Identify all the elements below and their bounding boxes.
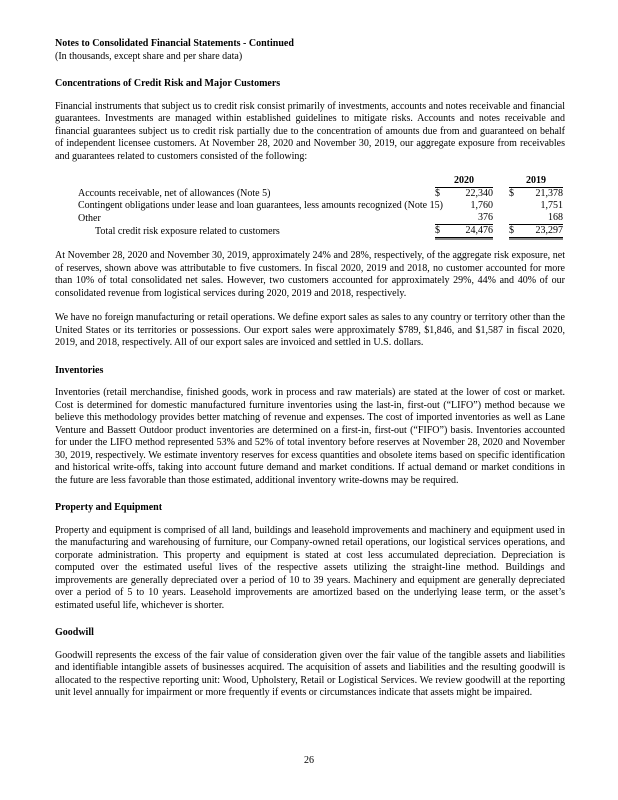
table-row-other [78, 212, 563, 225]
value-2019: 21,378 [535, 188, 563, 199]
section-heading-goodwill: Goodwill [55, 627, 94, 638]
column-header-2019: 2019 [509, 175, 563, 188]
section-heading-inventories: Inventories [55, 364, 104, 376]
table-column-gap [493, 188, 509, 201]
value-2020: 376 [448, 212, 493, 225]
document-header [55, 38, 565, 63]
credit-risk-paragraph-2: At November 28, 2020 and November 30, 2019, approximately 24% and 28%, respectively, of the aggregate risk exposure, net of reserves, shown above was attributable to five customers. In fiscal 2020, 2019 and 2018, no customer accounted for more than 10% of total consolidated net sales. However, two customers accounted for approximately 29%, 44% and 40% of our consolidated revenue from logistical services during 2020, 2019 and 2018, respectively. [55, 250, 565, 299]
page-number: 26 [304, 754, 314, 766]
inventories-paragraph: Inventories (retail merchandise, finished goods, work in process and raw materials) are stated at the lower of cost or market. Cost is determined for domestic manufactured furniture inventories using the last-in, first-out (“LIFO”) method because we believe this methodology provides better matching of revenue and expenses. The cost of imported inventories as well as Lane Venture and Bassett Outdoor product inventories are determined on a first-in, first-out (“FIFO”) basis. Inventories accounted for under the LIFO method represented 53% and 52% of total inventory before reserves at November 28, 2020 and November 30, 2019, respectively. We estimate inventory reserves for excess quantities and obsolete items based on specific identification and historical write-offs, taking into account future demand and market conditions. If actual demand or market conditions in the future are less favorable than those estimated, additional inventory write-downs may be required. [55, 387, 565, 486]
value-2019: 168 [522, 212, 563, 225]
document-title: Notes to Consolidated Financial Statements - Continued [55, 38, 294, 49]
currency-symbol: $ [435, 188, 440, 199]
table-header-spacer [78, 175, 435, 188]
row-label: Contingent obligations under lease and loan guarantees, less amounts recognized (Note 15) [78, 200, 443, 211]
total-row-label: Total credit risk exposure related to customers [95, 225, 280, 237]
table-column-gap [493, 225, 509, 238]
column-header-2020: 2020 [435, 175, 493, 188]
value-2019: 1,751 [540, 200, 563, 211]
section-heading-credit-risk: Concentrations of Credit Risk and Major Customers [55, 78, 281, 89]
goodwill-paragraph: Goodwill represents the excess of the fair value of consideration given over the fair value of the tangible assets and liabilities and identifiable intangible assets of businesses acquired. The acquisition of assets and liabilities and the resulting goodwill is allocated to the respective reporting unit: Wood, Upholstery, Retail or Logistical Services. We review goodwill at the reporting unit level annually for impairment or more frequently if events or circumstances indicate that assets might be impaired. [55, 649, 565, 698]
row-label: Accounts receivable, net of allowances (Note 5) [78, 188, 271, 199]
currency-symbol: $ [509, 188, 514, 199]
table-row-contingent-obligations [78, 200, 563, 212]
total-value-2019: 23,297 [522, 225, 563, 238]
value-2020: 22,340 [465, 188, 493, 199]
currency-symbol: $ [435, 225, 448, 238]
property-equipment-paragraph: Property and equipment is comprised of all land, buildings and leasehold improvements and machinery and equipment used in the manufacturing and warehousing of furniture, our Company-owned retail operations, our logistical services operations, and corporate administration. This property and equipment is stated at cost less accumulated depreciation. Depreciation is computed over the estimated useful lives of the respective assets utilizing the straight-line method. Buildings and improvements are generally depreciated over a period of 10 to 39 years. Machinery and equipment are generally depreciated over a period of 5 to 10 years. Leasehold improvements are amortized based on the underlying lease term, or the asset’s estimated useful life, whichever is shorter. [55, 524, 565, 611]
document-subtitle: (In thousands, except share and per share data) [55, 50, 243, 62]
total-value-2020: 24,476 [448, 225, 493, 238]
credit-risk-paragraph-1: Financial instruments that subject us to credit risk consist primarily of investments, accounts and notes receivable and financial guarantees. Investments are managed within established guidelines to mitigate risks. Accounts and notes receivable and financial guarantees subject us to credit risk partially due to the concentration of amounts due from and guaranteed on behalf of independent licensee customers. At November 28, 2020 and November 30, 2019, our aggregate exposure from receivables and guarantees related to customers consisted of the following: [55, 100, 565, 162]
table-header-row [78, 175, 563, 188]
double-rule-2020 [435, 238, 493, 240]
currency-symbol [509, 212, 522, 225]
table-total-row [78, 225, 563, 238]
table-row-accounts-receivable [78, 188, 563, 201]
table-double-rule-row [78, 238, 563, 240]
section-heading-property-equipment: Property and Equipment [55, 502, 163, 513]
value-2020: 1,760 [470, 200, 493, 211]
table-column-gap [493, 175, 509, 188]
table-column-gap [493, 212, 509, 225]
currency-symbol: $ [509, 225, 522, 238]
credit-risk-table [78, 175, 563, 240]
row-label: Other [78, 212, 101, 224]
credit-risk-paragraph-3: We have no foreign manufacturing or retail operations. We define export sales as sales to any country or territory other than the United States or its territories or possessions. Our export sales were approximately $789, $1,846, and $1,587 in fiscal 2020, 2019, and 2018, respectively. All of our export sales are invoiced and settled in U.S. dollars. [55, 312, 565, 348]
currency-symbol [435, 212, 448, 225]
double-rule-2019 [509, 238, 563, 240]
table-column-gap [493, 200, 509, 212]
currency-symbol [509, 200, 522, 212]
